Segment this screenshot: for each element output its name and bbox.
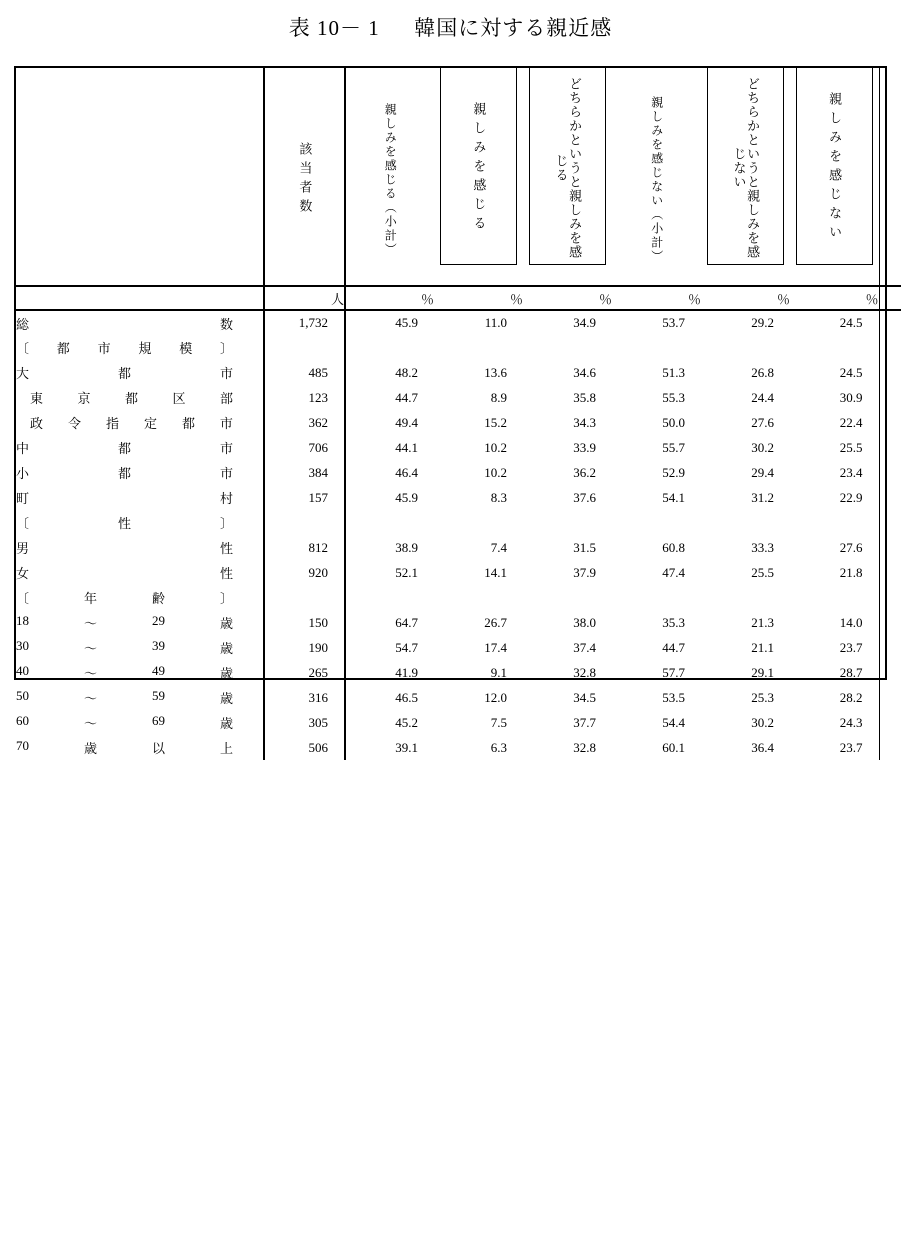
table-body — [16, 286, 901, 310]
cell-familiar: 10.2 — [484, 464, 507, 480]
cell-no-answer — [879, 660, 901, 685]
cell-familiar: 17.4 — [484, 639, 507, 655]
table-row — [16, 435, 901, 460]
unit-label — [16, 286, 264, 310]
cell-somewhat-familiar: 37.4 — [573, 639, 596, 655]
cell-familiar-total: 64.7 — [345, 610, 434, 635]
cell-familiar-total — [345, 510, 434, 535]
cell-familiar: 15.2 — [484, 414, 507, 430]
cell-familiar-total: 45.9 — [345, 310, 434, 335]
unit-familiar-total: ％ — [345, 286, 434, 310]
cell-no-answer — [879, 485, 901, 510]
cell-not-familiar-total: 57.7 — [662, 664, 685, 680]
unit-familiar: ％ — [434, 286, 523, 310]
header-cell-familiar — [434, 68, 523, 286]
row-label-part: 歳 — [219, 666, 233, 681]
table-row — [16, 385, 901, 410]
header-cell-count — [264, 68, 345, 286]
row-label-text — [16, 738, 247, 757]
cell-somewhat-familiar: 32.8 — [573, 664, 596, 680]
row-label-part: 歳 — [219, 616, 233, 631]
cell-count: 384 — [264, 460, 345, 485]
row-label-part: 市 — [97, 341, 111, 356]
row-label-text — [16, 638, 247, 657]
unit-not-familiar: ％ — [790, 286, 879, 310]
data-table — [16, 68, 901, 760]
row-label-part: ～ — [83, 716, 97, 731]
cell-not-familiar-total: 53.7 — [662, 315, 685, 330]
cell-count: 316 — [264, 685, 345, 710]
row-label-part: 性 — [219, 566, 233, 581]
cell-count: 812 — [264, 535, 345, 560]
cell-somewhat-not-familiar — [701, 335, 790, 360]
cell-not-familiar-total: 52.9 — [662, 464, 685, 480]
cell-somewhat-not-familiar: 26.8 — [751, 364, 774, 380]
cell-somewhat-not-familiar: 21.3 — [751, 614, 774, 630]
cell-not-familiar: 23.7 — [839, 739, 863, 755]
row-label-part: 以 — [151, 741, 165, 756]
row-label-part: 市 — [219, 416, 233, 431]
cell-count — [264, 335, 345, 360]
cell-somewhat-not-familiar: 29.2 — [751, 315, 774, 330]
row-label-part: 〕 — [219, 516, 233, 531]
cell-count: 485 — [264, 360, 345, 385]
cell-familiar-total: 45.2 — [345, 710, 434, 735]
cell-not-familiar: 23.4 — [839, 464, 863, 480]
unit-somewhat-not-familiar: ％ — [701, 286, 790, 310]
cell-not-familiar-total: 44.7 — [662, 639, 685, 655]
cell-count: 506 — [264, 735, 345, 760]
header-box-familiar — [440, 68, 517, 265]
row-label-text — [16, 663, 247, 682]
cell-not-familiar: 25.5 — [839, 439, 863, 455]
row-label-part: ～ — [83, 641, 97, 656]
cell-not-familiar-total — [612, 510, 701, 535]
unit-somewhat-familiar: ％ — [523, 286, 612, 310]
header-cell-somewhat-familiar — [523, 68, 612, 286]
row-label-part: 歳 — [83, 741, 97, 756]
row-label-text — [16, 613, 247, 632]
table-row — [16, 535, 901, 560]
cell-no-answer — [879, 510, 901, 535]
cell-count: 157 — [264, 485, 345, 510]
header-cell-somewhat-not-familiar — [701, 68, 790, 286]
cell-somewhat-not-familiar: 25.5 — [751, 564, 774, 580]
cell-count: 123 — [264, 385, 345, 410]
cell-not-familiar-total: 35.3 — [662, 614, 685, 630]
row-label-part: 29 — [151, 613, 165, 628]
cell-familiar — [434, 585, 523, 610]
header-cell-no-answer — [879, 68, 901, 286]
row-label-text — [16, 314, 247, 333]
cell-somewhat-not-familiar: 30.2 — [751, 714, 774, 730]
table-row — [16, 360, 901, 385]
row-label-part: 40 — [16, 663, 29, 678]
cell-somewhat-familiar: 37.7 — [573, 714, 596, 730]
cell-familiar-total — [345, 585, 434, 610]
cell-count — [264, 510, 345, 535]
cell-somewhat-familiar — [523, 510, 612, 535]
row-label-part: 都 — [117, 366, 131, 381]
row-label-text — [16, 713, 247, 732]
cell-no-answer — [879, 560, 901, 585]
data-table-container — [14, 66, 887, 756]
cell-familiar-total: 39.1 — [345, 735, 434, 760]
cell-familiar: 7.4 — [490, 539, 507, 555]
cell-familiar-total: 44.1 — [345, 435, 434, 460]
header-cell-familiar-total — [345, 68, 434, 286]
row-label-part: 市 — [219, 441, 233, 456]
cell-familiar-total: 45.9 — [345, 485, 434, 510]
cell-count: 305 — [264, 710, 345, 735]
table-section-row — [16, 510, 901, 535]
cell-no-answer — [879, 385, 901, 410]
row-label-part: 60 — [16, 713, 29, 728]
cell-somewhat-familiar — [523, 335, 612, 360]
table-row — [16, 635, 901, 660]
row-label-part: 〕 — [219, 341, 233, 356]
row-label-part: 〔 — [16, 591, 30, 606]
cell-not-familiar-total: 55.3 — [662, 389, 685, 405]
row-label — [16, 510, 264, 535]
row-label-part: 歳 — [219, 641, 233, 656]
table-row — [16, 410, 901, 435]
row-label-part: 都 — [56, 341, 70, 356]
row-label-part: 令 — [67, 416, 81, 431]
cell-familiar: 8.9 — [490, 389, 507, 405]
row-label-text — [16, 438, 247, 457]
row-label — [16, 360, 264, 385]
row-label — [16, 710, 264, 735]
row-label-part: 齢 — [151, 591, 165, 606]
cell-familiar: 9.1 — [490, 664, 507, 680]
row-label-part: 市 — [219, 366, 233, 381]
cell-somewhat-familiar: 34.9 — [573, 315, 596, 330]
row-label-part: 39 — [151, 638, 165, 653]
header-cell-label — [16, 68, 264, 286]
cell-not-familiar: 27.6 — [839, 539, 863, 555]
cell-not-familiar: 24.3 — [839, 714, 863, 730]
cell-familiar-total: 38.9 — [345, 535, 434, 560]
row-label-part: 性 — [219, 541, 233, 556]
table-data-rows — [16, 310, 901, 760]
table-row — [16, 685, 901, 710]
cell-not-familiar: 28.7 — [839, 664, 863, 680]
cell-not-familiar-total: 50.0 — [662, 414, 685, 430]
row-label-part: 町 — [16, 491, 30, 506]
cell-somewhat-not-familiar: 33.3 — [751, 539, 774, 555]
table-row — [16, 460, 901, 485]
row-label-part: 模 — [179, 341, 193, 356]
row-label-text — [16, 513, 247, 532]
row-label — [16, 410, 264, 435]
row-label-part: 村 — [219, 491, 233, 506]
cell-somewhat-familiar: 32.8 — [573, 739, 596, 755]
table-row — [16, 735, 901, 760]
cell-no-answer — [879, 360, 901, 385]
cell-somewhat-familiar: 37.6 — [573, 489, 596, 505]
cell-no-answer — [879, 735, 901, 760]
row-label-text — [16, 338, 247, 357]
cell-somewhat-not-familiar: 25.3 — [751, 689, 774, 705]
row-label — [16, 535, 264, 560]
cell-somewhat-familiar: 35.8 — [573, 389, 596, 405]
row-label-text — [16, 488, 247, 507]
header-box-somewhat-not-familiar — [707, 68, 784, 265]
row-label-part: 東 — [30, 391, 44, 406]
cell-familiar-total: 44.7 — [345, 385, 434, 410]
cell-count: 920 — [264, 560, 345, 585]
cell-count — [264, 585, 345, 610]
row-label-part: 大 — [16, 366, 30, 381]
row-label — [16, 335, 264, 360]
row-label — [16, 735, 264, 760]
cell-somewhat-not-familiar — [701, 585, 790, 610]
cell-somewhat-familiar: 34.3 — [573, 414, 596, 430]
cell-familiar — [434, 510, 523, 535]
cell-not-familiar-total: 54.1 — [662, 489, 685, 505]
cell-somewhat-familiar: 36.2 — [573, 464, 596, 480]
row-label-part: 69 — [151, 713, 165, 728]
cell-not-familiar: 14.0 — [839, 614, 863, 630]
cell-not-familiar-total: 55.7 — [662, 439, 685, 455]
row-label — [16, 385, 264, 410]
row-label-text — [16, 688, 247, 707]
row-label-part: 市 — [219, 466, 233, 481]
table-section-row — [16, 585, 901, 610]
row-label-part: 〔 — [16, 516, 30, 531]
cell-no-answer — [879, 310, 901, 335]
cell-no-answer — [879, 585, 901, 610]
page-title: 表 10－ 1 韓国に対する親近感 — [288, 16, 613, 40]
cell-no-answer — [879, 535, 901, 560]
cell-no-answer — [879, 685, 901, 710]
cell-not-familiar — [790, 510, 879, 535]
row-label-part: 男 — [16, 541, 30, 556]
row-label — [16, 585, 264, 610]
cell-familiar-total: 46.5 — [345, 685, 434, 710]
cell-count: 1,732 — [264, 310, 345, 335]
row-label — [16, 310, 264, 335]
cell-no-answer — [879, 635, 901, 660]
cell-familiar-total: 49.4 — [345, 410, 434, 435]
row-label-part: 区 — [172, 391, 186, 406]
header-cell-not-familiar — [790, 68, 879, 286]
cell-familiar-total: 41.9 — [345, 660, 434, 685]
header-label-somewhat-familiar: どちらかというと親しみを感じる — [553, 77, 583, 259]
cell-not-familiar-total: 60.1 — [662, 739, 685, 755]
header-label-not-familiar: 親しみを感じない — [827, 92, 843, 244]
row-label-text — [16, 388, 247, 407]
row-label-text — [16, 588, 247, 607]
cell-not-familiar: 22.9 — [839, 489, 863, 505]
cell-familiar-total: 54.7 — [345, 635, 434, 660]
row-label-part: 歳 — [219, 691, 233, 706]
row-label-part: 都 — [117, 466, 131, 481]
row-label-part: 総 — [16, 316, 30, 332]
cell-count: 706 — [264, 435, 345, 460]
cell-not-familiar-total: 51.3 — [662, 364, 685, 380]
cell-not-familiar: 23.7 — [839, 639, 863, 655]
cell-somewhat-not-familiar: 36.4 — [751, 739, 774, 755]
unit-no-answer — [879, 286, 901, 310]
table-row — [16, 710, 901, 735]
cell-count: 362 — [264, 410, 345, 435]
cell-familiar-total — [345, 335, 434, 360]
table-row — [16, 610, 901, 635]
row-label-text — [16, 463, 247, 482]
cell-somewhat-not-familiar: 29.4 — [751, 464, 774, 480]
cell-not-familiar-total: 47.4 — [662, 564, 685, 580]
row-label-part: 政 — [30, 416, 44, 431]
unit-not-familiar-total: ％ — [612, 286, 701, 310]
row-label-part: 定 — [143, 416, 157, 431]
row-label-part: 数 — [219, 316, 233, 332]
cell-familiar: 8.3 — [490, 489, 507, 505]
row-label-part: ～ — [83, 616, 97, 631]
row-label — [16, 485, 264, 510]
cell-familiar: 26.7 — [484, 614, 507, 630]
cell-not-familiar: 21.8 — [839, 564, 863, 580]
cell-no-answer — [879, 710, 901, 735]
cell-somewhat-familiar: 34.6 — [573, 364, 596, 380]
unit-count: 人 — [264, 286, 345, 310]
row-label-part: ～ — [83, 666, 97, 681]
header-box-somewhat-familiar — [529, 68, 606, 265]
cell-familiar: 14.1 — [484, 564, 507, 580]
cell-not-familiar: 30.9 — [839, 389, 863, 405]
cell-familiar: 11.0 — [484, 315, 507, 330]
cell-familiar: 6.3 — [490, 739, 507, 755]
header-label-count: 該当者数 — [297, 141, 313, 218]
cell-somewhat-not-familiar: 24.4 — [751, 389, 774, 405]
table-row — [16, 485, 901, 510]
cell-familiar-total: 46.4 — [345, 460, 434, 485]
row-label-part: 上 — [219, 741, 233, 756]
cell-somewhat-familiar: 31.5 — [573, 539, 596, 555]
cell-familiar: 13.6 — [484, 364, 507, 380]
table-row — [16, 310, 901, 335]
header-box-not-familiar — [796, 68, 873, 265]
cell-familiar: 12.0 — [484, 689, 507, 705]
cell-count: 190 — [264, 635, 345, 660]
row-label-part: 50 — [16, 688, 29, 703]
units-row — [16, 286, 901, 310]
cell-not-familiar: 24.5 — [839, 364, 863, 380]
row-label — [16, 685, 264, 710]
row-label — [16, 610, 264, 635]
cell-not-familiar-total: 53.5 — [662, 689, 685, 705]
header-label-somewhat-not-familiar: どちらかというと親しみを感じない — [731, 77, 761, 259]
table-section-row — [16, 335, 901, 360]
cell-familiar-total: 52.1 — [345, 560, 434, 585]
cell-familiar — [434, 335, 523, 360]
cell-count: 150 — [264, 610, 345, 635]
cell-somewhat-familiar: 33.9 — [573, 439, 596, 455]
row-label-part: ～ — [83, 691, 97, 706]
header-label-not-familiar-total: 親しみを感じない（小計） — [649, 95, 664, 264]
cell-familiar: 7.5 — [490, 714, 507, 730]
cell-somewhat-not-familiar — [701, 510, 790, 535]
row-label-part: 規 — [138, 341, 152, 356]
cell-somewhat-not-familiar: 29.1 — [751, 664, 774, 680]
row-label-part: 京 — [77, 391, 91, 406]
row-label — [16, 660, 264, 685]
cell-not-familiar: 28.2 — [839, 689, 863, 705]
table-row — [16, 660, 901, 685]
row-label-part: 30 — [16, 638, 29, 653]
header-label-familiar: 親しみを感じる — [471, 101, 487, 235]
table-header — [16, 68, 901, 286]
cell-not-familiar — [790, 585, 879, 610]
row-label-part: 歳 — [219, 716, 233, 731]
cell-not-familiar-total: 60.8 — [662, 539, 685, 555]
cell-not-familiar-total: 54.4 — [662, 714, 685, 730]
cell-somewhat-not-familiar: 31.2 — [751, 489, 774, 505]
row-label-text — [16, 563, 247, 582]
row-label-part: 都 — [117, 441, 131, 456]
row-label-part: 都 — [181, 416, 195, 431]
row-label-part: 59 — [151, 688, 165, 703]
row-label-part: 〕 — [219, 591, 233, 606]
row-label-part: 年 — [83, 591, 97, 606]
row-label-part: 中 — [16, 441, 30, 456]
cell-somewhat-familiar: 38.0 — [573, 614, 596, 630]
row-label — [16, 435, 264, 460]
cell-somewhat-not-familiar: 21.1 — [751, 639, 774, 655]
cell-no-answer — [879, 610, 901, 635]
row-label-part: 女 — [16, 566, 30, 581]
cell-familiar: 10.2 — [484, 439, 507, 455]
row-label-text — [16, 363, 247, 382]
row-label-part: 49 — [151, 663, 165, 678]
row-label-part: 部 — [219, 391, 233, 406]
cell-no-answer — [879, 435, 901, 460]
row-label-part: 18 — [16, 613, 29, 628]
row-label-part: 都 — [124, 391, 138, 406]
cell-somewhat-not-familiar: 27.6 — [751, 414, 774, 430]
row-label — [16, 560, 264, 585]
cell-not-familiar: 24.5 — [839, 315, 863, 330]
row-label — [16, 635, 264, 660]
row-label-part: 70 — [16, 738, 29, 753]
cell-somewhat-familiar — [523, 585, 612, 610]
header-cell-not-familiar-total — [612, 68, 701, 286]
cell-somewhat-familiar: 37.9 — [573, 564, 596, 580]
row-label-part: 〔 — [16, 341, 30, 356]
cell-familiar-total: 48.2 — [345, 360, 434, 385]
header-label-familiar-total: 親しみを感じる（小計） — [383, 102, 398, 257]
cell-somewhat-familiar: 34.5 — [573, 689, 596, 705]
row-label-text — [16, 413, 247, 432]
cell-somewhat-not-familiar: 30.2 — [751, 439, 774, 455]
row-label-part: 指 — [105, 416, 119, 431]
row-label-text — [16, 538, 247, 557]
row-label — [16, 460, 264, 485]
cell-not-familiar: 22.4 — [839, 414, 863, 430]
row-label-part: 小 — [16, 466, 30, 481]
cell-no-answer — [879, 460, 901, 485]
cell-not-familiar-total — [612, 585, 701, 610]
cell-no-answer — [879, 335, 901, 360]
table-row — [16, 560, 901, 585]
row-label-part: 性 — [117, 516, 131, 531]
cell-count: 265 — [264, 660, 345, 685]
cell-no-answer — [879, 410, 901, 435]
cell-not-familiar — [790, 335, 879, 360]
cell-not-familiar-total — [612, 335, 701, 360]
